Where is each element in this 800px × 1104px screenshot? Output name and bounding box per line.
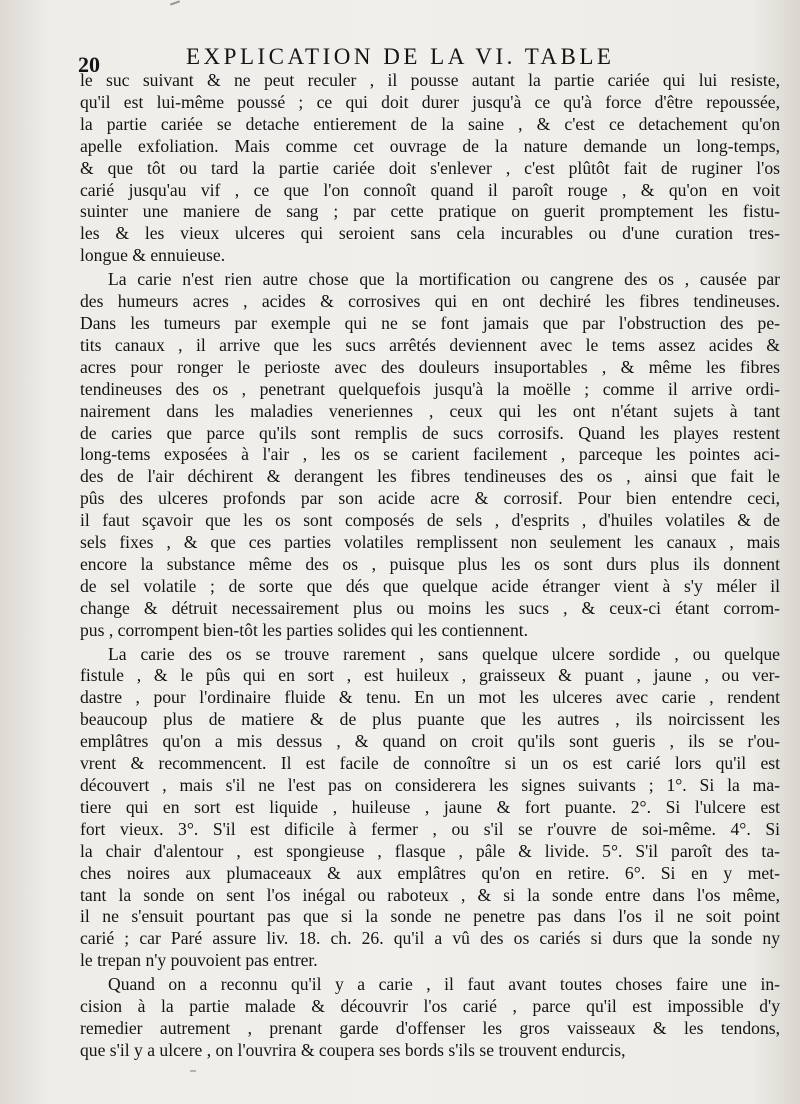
text-line: ches noires aux plumaceaux & aux emplâtres qu'on en retire. 6°. Si en y met- [80, 862, 780, 883]
text-line: le trepan n'y pouvoient pas entrer. [80, 950, 318, 971]
text-line: tits canaux , il arrive que les sucs arrêtés deviennent avec le tems assez acides & [80, 334, 780, 355]
text-line: beaucoup plus de matiere & de plus puante que les autres , ils noircissent les [80, 709, 780, 730]
text-line: encore la substance même des os , puisque plus les os sont durs plus ils donnent [80, 553, 780, 574]
text-line: découvert , mais s'il ne l'est pas on considerera les signes suivants ; 1°. Si la ma- [80, 775, 780, 795]
text-line: long-tems exposées à l'air , les os se carient facilement , parceque les pointes aci- [80, 444, 780, 465]
text-line: que s'il y a ulcere , on l'ouvrira & coupera ses bords s'ils se trouvent endurcis, [80, 1039, 626, 1060]
text-line: le suc suivant & ne peut reculer , il pousse autant la partie cariée qui lui resiste, [80, 70, 780, 90]
text-line: il ne s'ensuit pourtant pas que si la sonde ne penetre pas dans l'os il ne soit point [80, 906, 780, 927]
text-line: tendineuses des os , penetrant quelquefois jusqu'à la moëlle ; comme il arrive ordi- [80, 378, 780, 399]
text-line: la partie cariée se detache entierement de la saine , & c'est ce detachement qu'on [80, 113, 780, 134]
text-line: dastre , pour l'ordinaire fluide & tenu. En un mot les ulceres avec carie , rendent [80, 687, 780, 708]
text-line: pûs des ulceres profonds par son acide acre & corrosif. Pour bien entendre ceci, [80, 488, 780, 509]
text-line: longue & ennuieuse. [80, 245, 226, 266]
text-line: vrent & recommencent. Il est facile de connoître si un os est carié lors qu'il est [80, 753, 780, 774]
text-line: carié ; car Paré assure liv. 18. ch. 26. qu'il a vû des os cariés si durs que la sonde ny [80, 928, 780, 949]
page-number: 20 [78, 52, 100, 77]
text-line: Quand on a reconnu qu'il y a carie , il faut avant toutes choses faire une in- [108, 974, 780, 995]
body-text [80, 70, 780, 1062]
text-line: remedier autrement , prenant garde d'offenser les gros vaisseaux & les tendons, [80, 1017, 780, 1038]
paragraph [80, 70, 780, 267]
text-line: la chair d'alentour , est spongieuse , flasque , pâle & livide. 5°. S'il paroît des ta- [80, 840, 780, 861]
text-line: sels fixes , & que ces parties volatiles remplissent non seulement les canaux , mais [80, 532, 780, 553]
text-line: & que tôt ou tard la partie cariée doit s'enlever , c'est plûtôt fait de ruginer l'os [80, 157, 780, 178]
text-line: emplâtres qu'on a mis dessus , & quand on croit qu'ils sont gueris , ils se r'ou- [80, 731, 780, 752]
text-line: cision à la partie malade & découvrir l'os carié , parce qu'il est impossible d'y [80, 996, 780, 1017]
text-line: apelle exfoliation. Mais comme cet ouvrage de la nature demande un long-temps, [80, 135, 780, 156]
text-line: les & les vieux ulceres qui seroient sans cela incurables ou d'une curation tres- [80, 223, 780, 244]
text-line: acres pour ronger le perioste avec des douleurs insuportables , & même les fibres [80, 356, 780, 377]
text-line: de sel volatile ; de sorte que dés que quelque acide étranger vient à s'y méler il [80, 575, 780, 596]
text-line: qu'il est lui-même poussé ; ce qui doit durer jusqu'à ce qu'à force d'être repoussée, [80, 91, 780, 112]
ink-speck [170, 0, 180, 5]
text-line: Dans les tumeurs par exemple qui ne se font jamais que par l'obstruction des pe- [80, 312, 780, 333]
text-line: pus , corrompent bien-tôt les parties solides qui les contiennent. [80, 619, 529, 640]
ink-speck [190, 1070, 196, 1072]
text-line: fort vieux. 3°. S'il est dificile à fermer , ou s'il se r'ouvre de soi-même. 4°. Si [80, 818, 780, 839]
paragraph [80, 269, 780, 641]
text-line: suinter une maniere de sang ; par cette pratique on guerit promptement les fistu- [80, 201, 780, 222]
text-line: il faut sçavoir que les os sont composés de sels , d'esprits , d'huiles volatiles & de [80, 510, 780, 531]
text-line: La carie n'est rien autre chose que la mortification ou cangrene des os , causée par [108, 269, 780, 290]
text-line: change & détruit necessairement plus ou moins les sucs , & ceux-ci étant corrom- [80, 597, 780, 618]
text-line: tant la sonde on sent l'os inégal ou raboteux , & si la sonde entre dans l'os même, [80, 884, 780, 905]
paragraph [80, 644, 780, 973]
paragraph [80, 974, 780, 1062]
text-line: tiere qui en sort est liquide , huileuse , jaune & fort puante. 2°. Si l'ulcere est [80, 796, 780, 817]
text-line: carié jusqu'au vif , ce que l'on connoît quand il paroît rouge , & qu'on en voit [80, 179, 780, 200]
text-line: fistule , & le pûs qui en sort , est huileux , graisseux & puant , jaune , ou ver- [80, 665, 780, 686]
text-line: des humeurs acres , acides & corrosives qui en ont dechiré les fibres tendineuses. [80, 291, 780, 312]
text-line: des de l'air déchirent & derangent les fibres tendineuses des os , ainsi que fait le [80, 466, 780, 487]
running-title: EXPLICATION DE LA VI. TABLE [186, 44, 615, 69]
text-line: La carie des os se trouve rarement , sans quelque ulcere sordide , ou quelque [108, 643, 780, 664]
text-line: de caries que parce qu'ils sont remplis de sucs corrosifs. Quand les playes restent [80, 422, 780, 443]
text-line: nairement dans les maladies veneriennes , ceux qui les ont n'étant sujets à tant [80, 400, 780, 421]
